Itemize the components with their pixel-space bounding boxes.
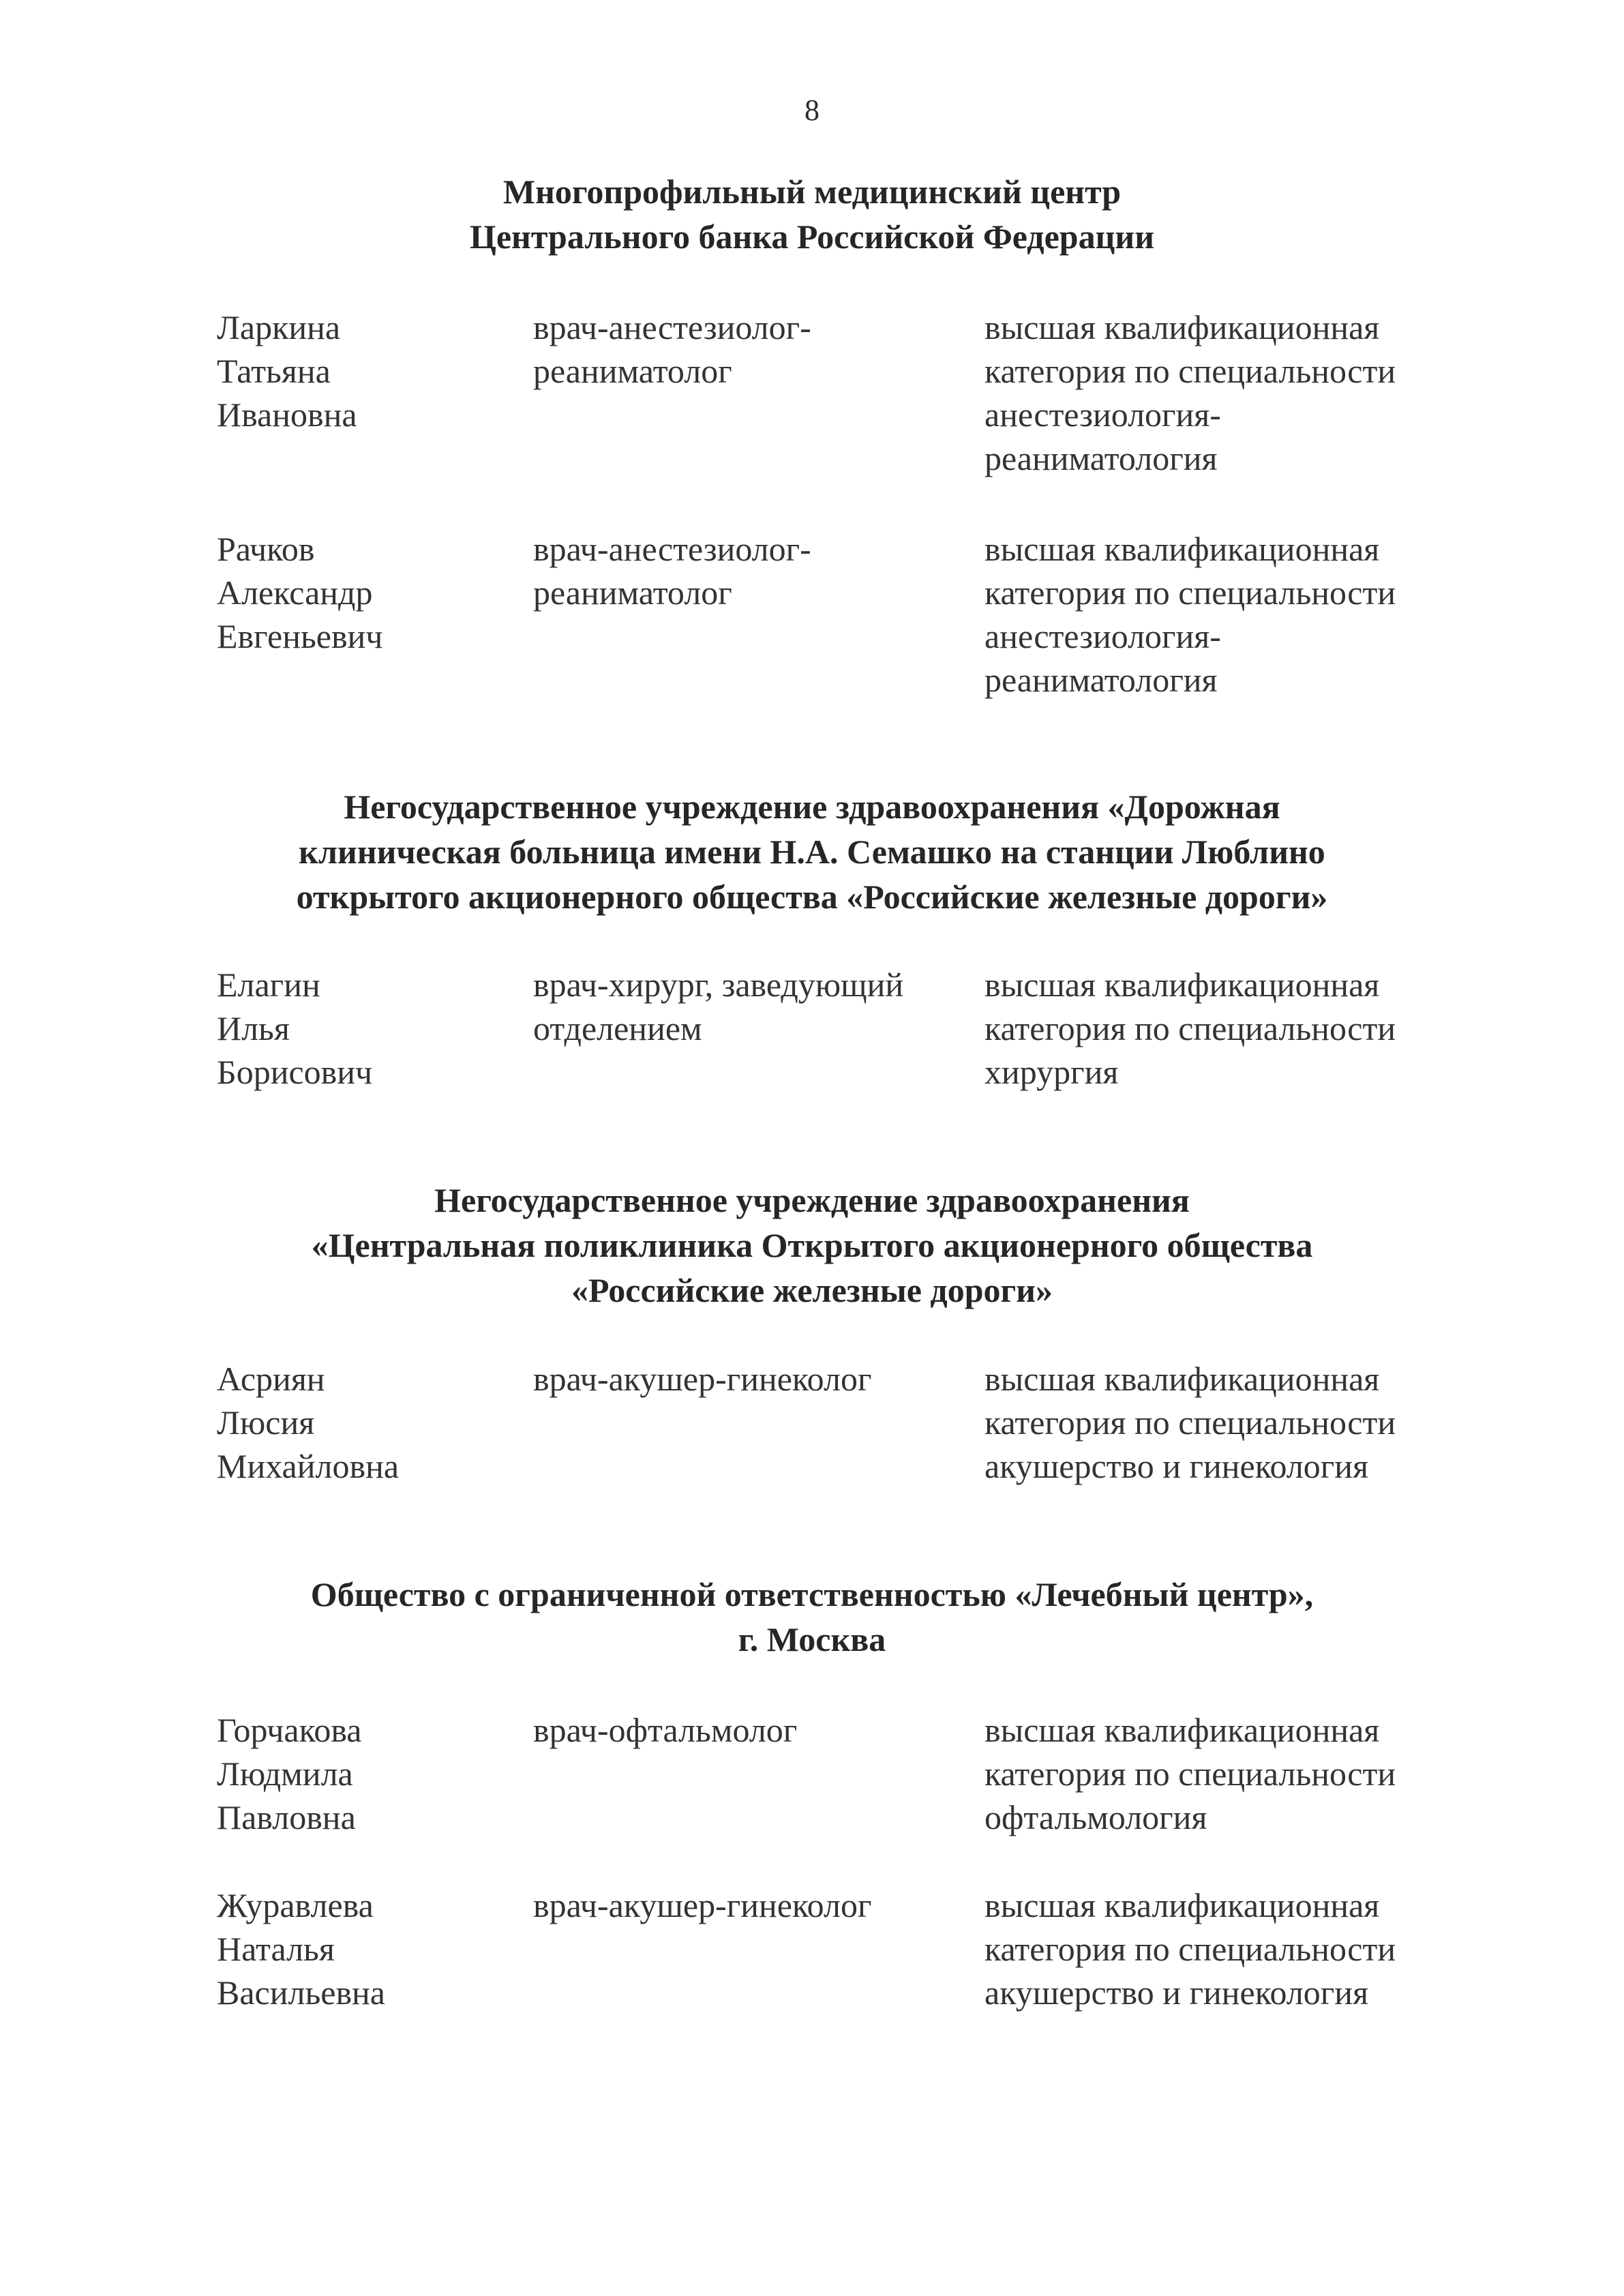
qualification-line: анестезиология-: [984, 396, 1221, 434]
qualification-line: офтальмология: [984, 1798, 1207, 1836]
person-position: [533, 1357, 871, 1401]
qualification-line: реаниматология: [984, 439, 1218, 477]
first-name: Татьяна: [217, 352, 331, 390]
org-line: открытого акционерного общества «Российские железные дороги»: [296, 878, 1328, 916]
patronymic: Борисович: [217, 1053, 373, 1091]
person-qualification: [984, 1883, 1396, 2014]
position-line: врач-анестезиолог-: [533, 530, 811, 568]
person-position: [533, 1708, 797, 1752]
org-line: Общество с ограниченной ответственностью «Лечебный центр»,: [310, 1575, 1314, 1613]
qualification-line: категория по специальности: [984, 352, 1396, 390]
person-qualification: [984, 305, 1396, 480]
qualification-line: категория по специальности: [984, 573, 1396, 612]
first-name: Люсия: [217, 1403, 315, 1442]
patronymic: Васильевна: [217, 1973, 385, 2012]
surname: Елагин: [217, 966, 320, 1004]
qualification-line: категория по специальности: [984, 1009, 1396, 1047]
person-position: [533, 1883, 871, 1927]
surname: Рачков: [217, 530, 315, 568]
patronymic: Ивановна: [217, 396, 357, 434]
first-name: Людмила: [217, 1755, 353, 1793]
org-line: Негосударственное учреждение здравоохранения: [434, 1181, 1190, 1219]
organization-heading: [0, 169, 1624, 259]
qualification-line: категория по специальности: [984, 1930, 1396, 1968]
organization-heading: [0, 1178, 1624, 1313]
organization-heading: [0, 1572, 1624, 1662]
person-name: [217, 1708, 362, 1839]
person-qualification: [984, 527, 1396, 702]
surname: Горчакова: [217, 1711, 362, 1749]
surname: Асриян: [217, 1360, 325, 1398]
org-line: Многопрофильный медицинский центр: [502, 173, 1122, 211]
position-line: врач-офтальмолог: [533, 1711, 798, 1749]
person-name: [217, 1883, 385, 2014]
org-line: Негосударственное учреждение здравоохранения «Дорожная: [344, 788, 1280, 826]
first-name: Александр: [217, 573, 373, 612]
org-line: «Центральная поликлиника Открытого акционерного общества: [311, 1226, 1313, 1264]
qualification-line: акушерство и гинекология: [984, 1447, 1369, 1485]
org-line: г. Москва: [738, 1620, 886, 1658]
qualification-line: высшая квалификационная: [984, 308, 1380, 346]
org-line: клиническая больница имени Н.А. Семашко на станции Люблино: [299, 833, 1325, 871]
qualification-line: высшая квалификационная: [984, 1886, 1380, 1924]
qualification-line: хирургия: [984, 1053, 1119, 1091]
person-qualification: [984, 1357, 1396, 1488]
patronymic: Евгеньевич: [217, 617, 383, 655]
position-line: врач-анестезиолог-: [533, 308, 811, 346]
person-qualification: [984, 1708, 1396, 1839]
person-position: [533, 963, 903, 1050]
person-position: [533, 527, 811, 614]
position-line: врач-акушер-гинеколог: [533, 1360, 872, 1398]
org-line: «Российские железные дороги»: [571, 1271, 1053, 1309]
first-name: Наталья: [217, 1930, 335, 1968]
position-line: реаниматолог: [533, 573, 732, 612]
page-number: 8: [805, 93, 819, 127]
position-line: врач-хирург, заведующий: [533, 966, 904, 1004]
qualification-line: категория по специальности: [984, 1403, 1396, 1442]
org-line: Центрального банка Российской Федерации: [469, 218, 1155, 256]
first-name: Илья: [217, 1009, 290, 1047]
person-name: [217, 1357, 399, 1488]
qualification-line: анестезиология-: [984, 617, 1221, 655]
patronymic: Павловна: [217, 1798, 356, 1836]
qualification-line: высшая квалификационная: [984, 966, 1380, 1004]
qualification-line: высшая квалификационная: [984, 530, 1380, 568]
person-name: [217, 963, 372, 1094]
person-name: [217, 527, 382, 658]
qualification-line: высшая квалификационная: [984, 1711, 1380, 1749]
surname: Журавлева: [217, 1886, 374, 1924]
organization-heading: [0, 784, 1624, 919]
patronymic: Михайловна: [217, 1447, 400, 1485]
position-line: реаниматолог: [533, 352, 732, 390]
qualification-line: категория по специальности: [984, 1755, 1396, 1793]
qualification-line: высшая квалификационная: [984, 1360, 1380, 1398]
qualification-line: реаниматология: [984, 661, 1218, 699]
person-qualification: [984, 963, 1396, 1094]
position-line: врач-акушер-гинеколог: [533, 1886, 872, 1924]
person-position: [533, 305, 811, 393]
position-line: отделением: [533, 1009, 702, 1047]
surname: Ларкина: [217, 308, 341, 346]
qualification-line: акушерство и гинекология: [984, 1973, 1369, 2012]
person-name: [217, 305, 357, 436]
